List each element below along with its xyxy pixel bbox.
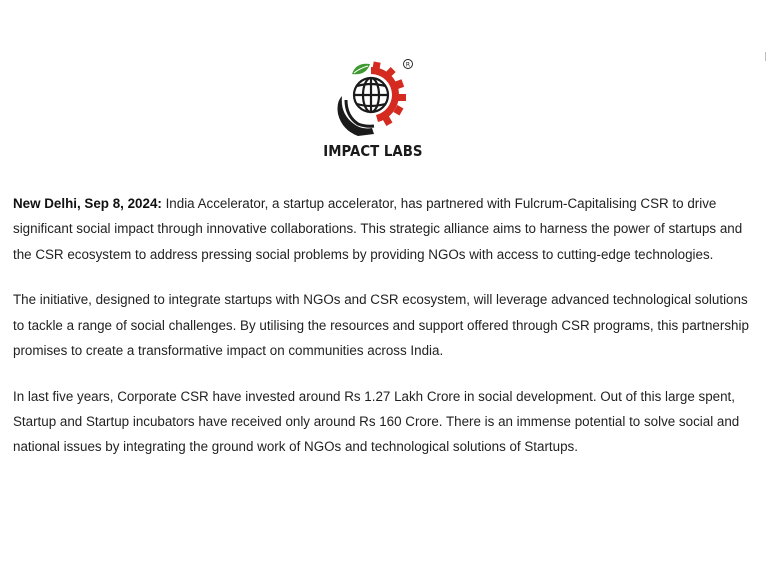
paragraph-3: In last five years, Corporate CSR have invested around Rs 1.27 Lakh Crore in social development. Out of this large spent, Startup and Startup incubators have received only around Rs 160 Crore. There is an immense potential to solve social and national issues by integrating the ground work of NGOs and technological solutions of Startups. bbox=[13, 388, 740, 455]
lead-text: India Accelerator, a startup accelerator, has partnered with Fulcrum-Capitalising CSR to drive significant social impact through innovative collaborations. This strategic alliance aims to harness the power of startups and the CSR ecosystem to address pressing social problems by providing NGOs with access to cutting-edge technologies. bbox=[13, 196, 743, 262]
paragraph-1 bbox=[13, 191, 753, 267]
edge-divider bbox=[765, 52, 766, 61]
paragraph-2: The initiative, designed to integrate startups with NGOs and CSR ecosystem, will leverage advanced technological solutions to tackle a range of social challenges. By utilising the resources and support offered through CSR programs, this partnership promises to create a transformative impact on communities across India. bbox=[13, 292, 749, 358]
dateline: New Delhi, Sep 8, 2024: bbox=[13, 196, 162, 211]
registered-mark: R bbox=[405, 61, 411, 69]
logo-wordmark: IMPACT LABS bbox=[323, 142, 423, 160]
globe-gear-hand-leaf-icon bbox=[328, 56, 414, 140]
impact-labs-logo bbox=[316, 56, 423, 164]
article-body bbox=[13, 191, 753, 480]
